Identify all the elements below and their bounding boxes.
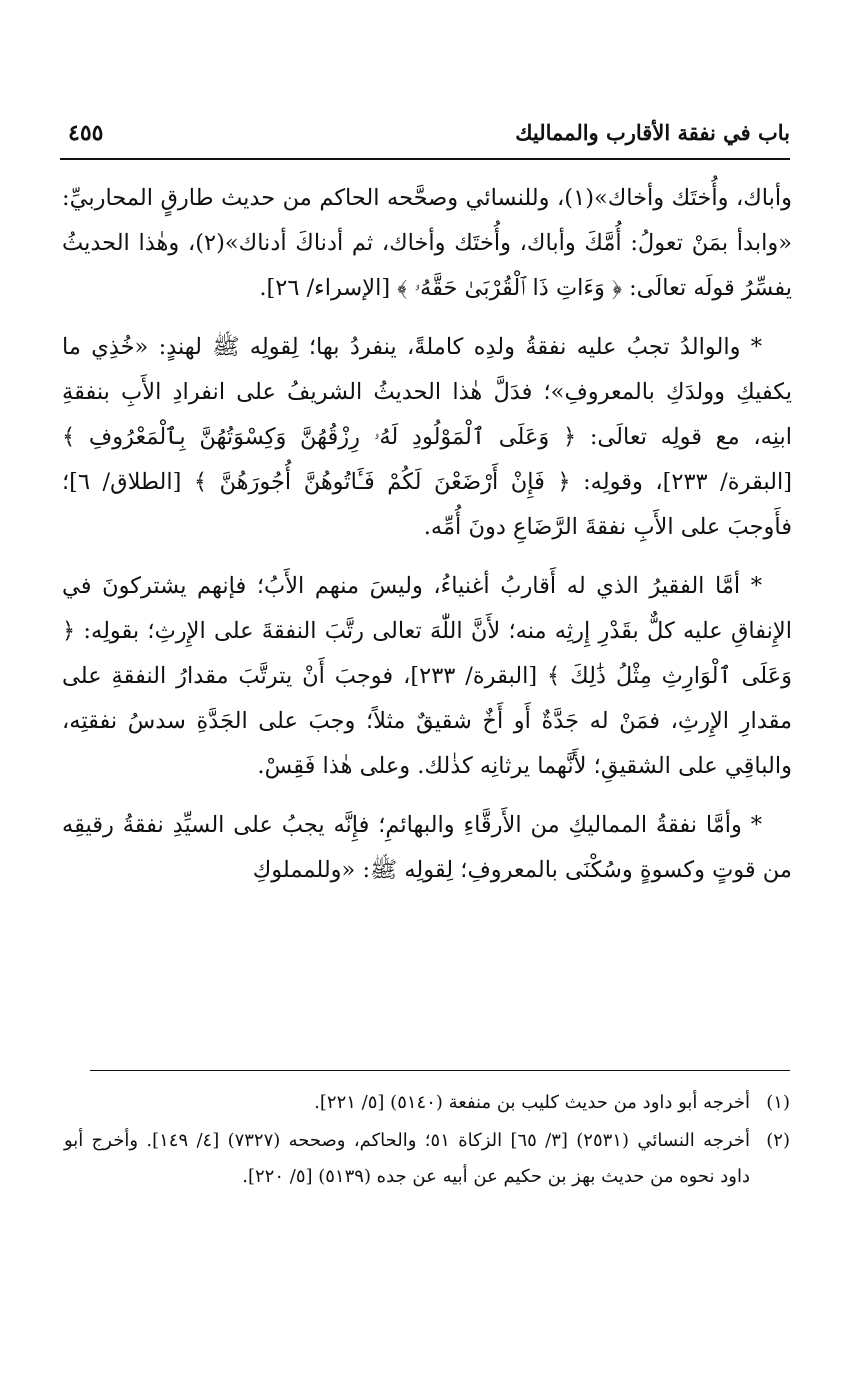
paragraph: * وأمَّا نفقةُ المماليكِ من الأَرقَّاءِ والبهائمِ؛ فإِنَّه يجبُ على السيِّدِ نفقةُ رقيقِه من قوتٍ وكسوةٍ وسُكْنَى بالمعروفِ؛ لِقولِه ﷺ: «وللمملوكِ (62, 812, 792, 883)
paragraph: وأباك، وأُختَك وأخاك»(١)، وللنسائي وصحَّحه الحاكم من حديث طارقٍ المحاربيِّ: «وابدأ بمَنْ تعولُ: أُمَّكَ وأباك، وأُختَك وأخاك، ثم أدناكَ أدناك»(٢)، وهٰذا الحديثُ يفسِّرُ قولَه تعالَى: ﴿ وَءَاتِ ذَا ٱلْقُرْبَىٰ حَقَّهُۥ ﴾ [الإسراء/ ٢٦]. (62, 185, 793, 301)
footnote-number: (١) (766, 1092, 790, 1113)
running-header (60, 118, 790, 158)
footnote (64, 1085, 790, 1121)
paragraph: * أمَّا الفقيرُ الذي له أَقاربُ أغنياءُ، وليسَ منهم الأَبُ؛ فإنهم يشتركونَ في الإِنفاقِ عليه كلٌّ بقَدْرِ إِرثِه منه؛ لأَنَّ اللّٰهَ تعالى رتَّبَ النفقةَ على الإِرثِ؛ بقولِه: ﴿ وَعَلَى ٱلْوَارِثِ مِثْلُ ذَٰلِكَ ﴾ [البقرة/ ٢٣٣]، فوجبَ أَنْ يترتَّبَ مقدارُ النفقةِ على مقدارِ الإِرثِ، فمَنْ له جَدَّةٌ أَو أَخٌ شقيقٌ مثلاً؛ وجبَ على الجَدَّةِ سدسُ نفقتِه، والباقِي على الشقيقِ؛ لأَنَّهما يرثانِه كذٰلك. وعلى هٰذا فَقِسْ. (62, 573, 792, 779)
footnote-number: (٢) (766, 1130, 790, 1151)
paragraph: * والوالدُ تجبُ عليه نفقةُ ولدِه كاملةً، ينفردُ بها؛ لِقولِه ﷺ لهندٍ: «خُذِي ما يكفيكِ وولدَكِ بالمعروفِ»؛ فدَلَّ هٰذا الحديثُ الشريفُ على انفرادِ الأَبِ بنفقةِ ابنِه، مع قولِه تعالَى: ﴿ وَعَلَى ٱلْمَوْلُودِ لَهُۥ رِزْقُهُنَّ وَكِسْوَتُهُنَّ بِٱلْمَعْرُوفِ ﴾ [البقرة/ ٢٣٣]، وقولِه: ﴿ فَإِنْ أَرْضَعْنَ لَكُمْ فَـَٔاتُوهُنَّ أُجُورَهُنَّ ﴾ [الطلاق/ ٦]؛ فأَوجبَ على الأَبِ نفقةَ الرَّضَاعِ دونَ أُمِّه. (62, 334, 793, 540)
footnotes (64, 1085, 790, 1197)
chapter-title: باب في نفقة الأقارب والمماليك (515, 120, 790, 145)
footnote (64, 1123, 790, 1195)
footnote-divider (90, 1070, 790, 1071)
main-text (62, 176, 792, 907)
page-number: ٤٥٥ (68, 120, 104, 146)
footnote-text: أخرجه أبو داود من حديث كليب بن منفعة (٥١٤٠) [٥/ ٢٢١]. (314, 1092, 750, 1113)
footnote-text: أخرجه النسائي (٢٥٣١) [٣/ ٦٥] الزكاة ٥١؛ والحاكم، وصححه (٧٣٢٧) [٤/ ١٤٩]. وأخرج أبو داود نحوه من حديث بهز بن حكيم عن أبيه عن جده (٥١٣٩) [٥/ ٢٢٠]. (64, 1130, 750, 1187)
header-divider (60, 158, 790, 160)
